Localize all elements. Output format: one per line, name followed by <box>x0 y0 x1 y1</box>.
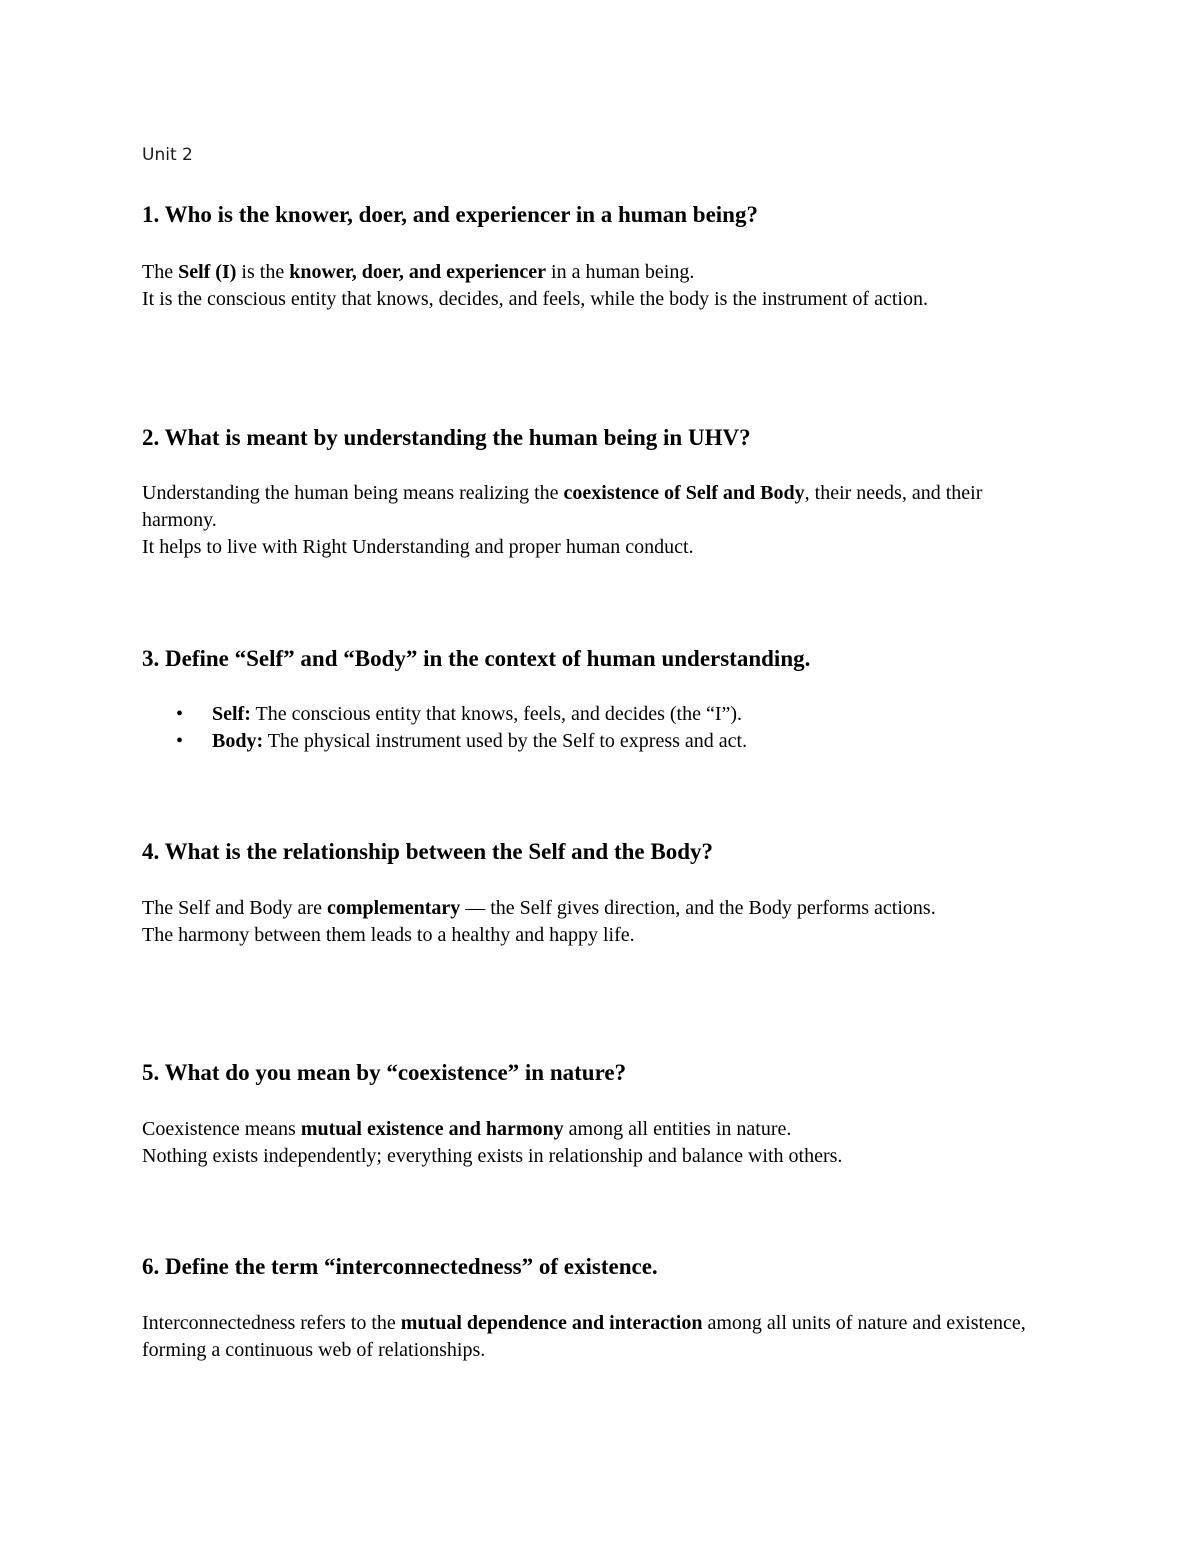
list-item <box>142 728 1062 755</box>
answer-2-text: , their needs, and their harmony. <box>142 482 983 531</box>
answer-5 <box>142 1116 1062 1170</box>
bullet-icon: • <box>176 703 184 725</box>
answer-6-text: Interconnectedness refers to the <box>142 1312 401 1334</box>
answer-1 <box>142 259 1062 313</box>
definition-list <box>142 701 1062 755</box>
answer-2-text: Understanding the human being means realizing the <box>142 482 564 504</box>
answer-5-text: Coexistence means <box>142 1118 301 1140</box>
answer-2 <box>142 480 1062 561</box>
answer-4-text: The Self and Body are <box>142 897 327 919</box>
answer-1-bold-roles: knower, doer, and experiencer <box>289 261 547 283</box>
unit-label: Unit 2 <box>142 145 193 165</box>
answer-4-text: — the Self gives direction, and the Body performs actions. <box>460 897 936 919</box>
answer-1-line-2: It is the conscious entity that knows, decides, and feels, while the body is the instrument of action. <box>142 288 928 310</box>
answer-6-text: among all units of nature and existence, forming a continuous web of relationships. <box>142 1312 1026 1361</box>
answer-4-line-2: The harmony between them leads to a healthy and happy life. <box>142 924 635 946</box>
bullet-icon: • <box>176 730 184 752</box>
list-item-term: Body: <box>212 730 264 752</box>
answer-6-bold: mutual dependence and interaction <box>400 1312 703 1334</box>
answer-1-text: The <box>142 261 179 283</box>
answer-6 <box>142 1310 1062 1364</box>
list-item-text: The conscious entity that knows, feels, and decides (the “I”). <box>250 703 743 725</box>
list-item-text: The physical instrument used by the Self to express and act. <box>263 730 748 752</box>
answer-5-text: among all entities in nature. <box>563 1118 792 1140</box>
question-5: 5. What do you mean by “coexistence” in nature? <box>142 1060 627 1085</box>
answer-4 <box>142 895 1062 949</box>
question-2: 2. What is meant by understanding the human being in UHV? <box>142 425 751 450</box>
answer-1-bold-self: Self (I) <box>178 261 237 283</box>
list-item <box>142 701 1062 728</box>
question-4: 4. What is the relationship between the Self and the Body? <box>142 839 714 864</box>
question-3: 3. Define “Self” and “Body” in the context of human understanding. <box>142 646 811 671</box>
answer-1-text: is the <box>236 261 290 283</box>
answer-2-bold: coexistence of Self and Body <box>563 482 805 504</box>
answer-5-bold: mutual existence and harmony <box>300 1118 564 1140</box>
answer-5-line-2: Nothing exists independently; everything exists in relationship and balance with others. <box>142 1145 843 1167</box>
list-item-term: Self: <box>212 703 251 725</box>
question-1: 1. Who is the knower, doer, and experiencer in a human being? <box>142 202 758 227</box>
answer-4-bold: complementary <box>326 897 461 919</box>
question-6: 6. Define the term “interconnectedness” of existence. <box>142 1254 658 1279</box>
answer-2-line-2: It helps to live with Right Understanding and proper human conduct. <box>142 536 694 558</box>
answer-1-text: in a human being. <box>546 261 695 283</box>
